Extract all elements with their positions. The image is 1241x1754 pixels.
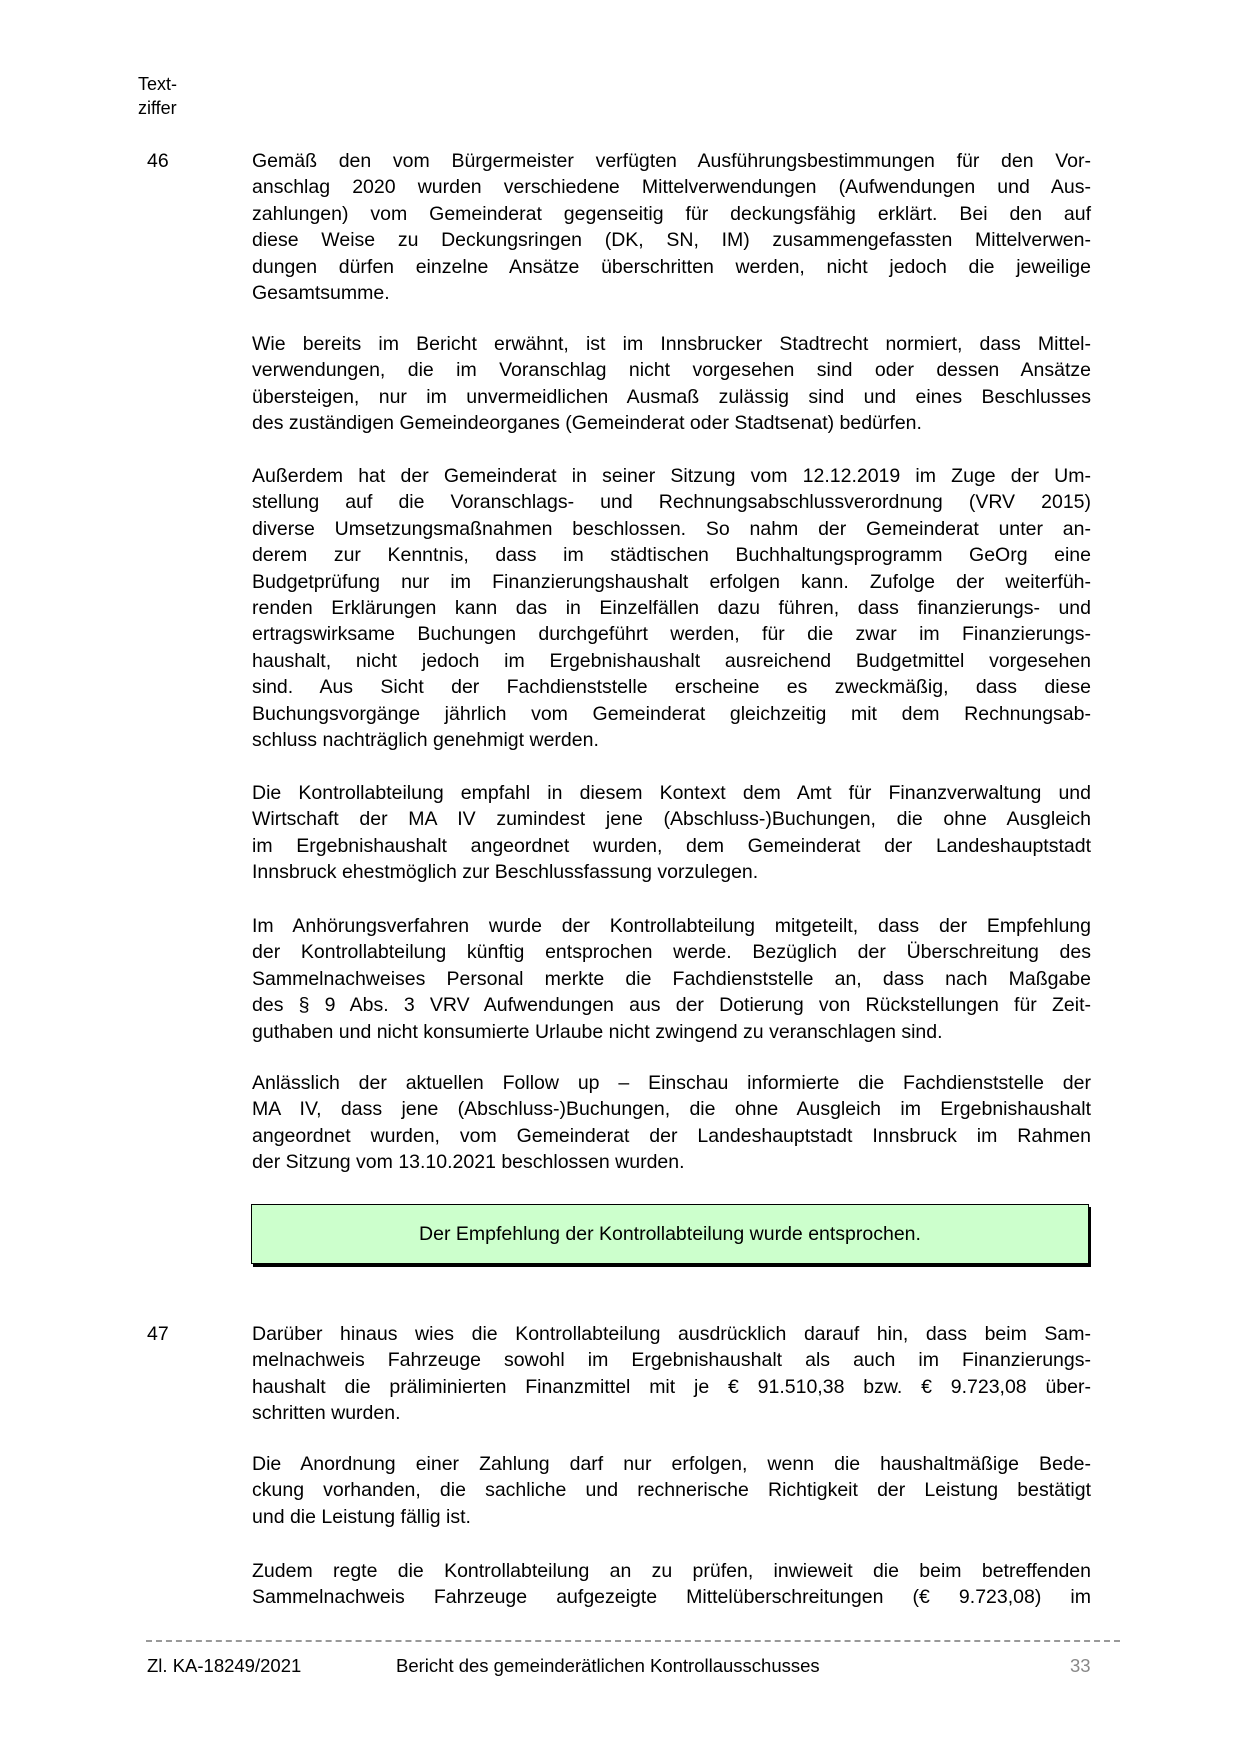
text-line: Wie bereits im Bericht erwähnt, ist im Innsbrucker Stadtrecht normiert, dass Mittel- <box>252 333 1091 355</box>
paragraph <box>252 1070 1091 1176</box>
text-line: Im Anhörungsverfahren wurde der Kontrollabteilung mitgeteilt, dass der Empfehlung <box>252 915 1091 937</box>
text-line: Darüber hinaus wies die Kontrollabteilung ausdrücklich darauf hin, dass beim Sam- <box>252 1323 1091 1345</box>
text-line: sind. Aus Sicht der Fachdienststelle erscheine es zweckmäßig, dass diese <box>252 676 1091 699</box>
text-line: übersteigen, nur im unvermeidlichen Ausmaß zulässig sind und eines Beschlusses <box>252 385 1091 408</box>
header-line: ziffer <box>138 98 177 118</box>
section-number: 46 <box>147 150 169 172</box>
text-line: des § 9 Abs. 3 VRV Aufwendungen aus der Dotierung von Rückstellungen für Zeit- <box>252 994 1091 1017</box>
text-line: Budgetprüfung nur im Finanzierungshaushalt erfolgen kann. Zufolge der weiterfüh- <box>252 570 1091 593</box>
text-line: derem zur Kenntnis, dass im städtischen Buchhaltungsprogramm GeOrg eine <box>252 544 1091 567</box>
text-line: und die Leistung fällig ist. <box>252 1505 471 1528</box>
text-line: guthaben und nicht konsumierte Urlaube nicht zwingend zu veranschlagen sind. <box>252 1020 943 1043</box>
paragraph <box>252 331 1091 437</box>
text-line: Sammelnachweises Personal merkte die Fachdienststelle an, dass nach Maßgabe <box>252 967 1091 990</box>
text-line: renden Erklärungen kann das in Einzelfällen dazu führen, dass finanzierungs- und <box>252 597 1091 620</box>
text-line: Sammelnachweis Fahrzeuge aufgezeigte Mittelüberschreitungen (€ 9.723,08) im <box>252 1586 1091 1609</box>
text-line: haushalt die präliminierten Finanzmittel mit je € 91.510,38 bzw. € 9.723,08 über- <box>252 1375 1091 1398</box>
text-line: Gesamtsumme. <box>252 282 390 305</box>
text-line: Außerdem hat der Gemeinderat in seiner Sitzung vom 12.12.2019 im Zuge der Um- <box>252 465 1091 487</box>
paragraph <box>252 1451 1091 1530</box>
text-line: im Ergebnishaushalt angeordnet wurden, dem Gemeinderat der Landeshauptstadt <box>252 834 1091 857</box>
text-line: Buchungsvorgänge jährlich vom Gemeinderat gleichzeitig mit dem Rechnungsab- <box>252 702 1091 725</box>
result-text: Der Empfehlung der Kontrollabteilung wurde entsprochen. <box>419 1222 921 1245</box>
text-line: des zuständigen Gemeindeorganes (Gemeinderat oder Stadtsenat) bedürfen. <box>252 412 922 435</box>
text-line: ertragswirksame Buchungen durchgeführt werden, für die zwar im Finanzierungs- <box>252 623 1091 646</box>
text-line: dungen dürfen einzelne Ansätze überschritten werden, nicht jedoch die jeweilige <box>252 255 1091 278</box>
text-line: anschlag 2020 wurden verschiedene Mittelverwendungen (Aufwendungen und Aus- <box>252 176 1091 199</box>
paragraph <box>252 1558 1091 1611</box>
text-line: Zudem regte die Kontrollabteilung an zu prüfen, inwieweit die beim betreffenden <box>252 1560 1091 1582</box>
text-line: verwendungen, die im Voranschlag nicht vorgesehen sind oder dessen Ansätze <box>252 359 1091 382</box>
text-line: haushalt, nicht jedoch im Ergebnishaushalt ausreichend Budgetmittel vorgesehen <box>252 649 1091 672</box>
page-number: 33 <box>1070 1655 1091 1676</box>
text-line: Wirtschaft der MA IV zumindest jene (Abschluss-)Buchungen, die ohne Ausgleich <box>252 808 1091 831</box>
text-line: schritten wurden. <box>252 1402 401 1425</box>
text-line: melnachweis Fahrzeuge sowohl im Ergebnishaushalt als auch im Finanzierungs- <box>252 1349 1091 1372</box>
text-line: ckung vorhanden, die sachliche und rechnerische Richtigkeit der Leistung bestätigt <box>252 1479 1091 1502</box>
header-line: Text- <box>138 74 178 94</box>
text-line: Gemäß den vom Bürgermeister verfügten Ausführungsbestimmungen für den Vor- <box>252 150 1091 172</box>
text-line: Die Kontrollabteilung empfahl in diesem Kontext dem Amt für Finanzverwaltung und <box>252 782 1091 804</box>
text-line: der Sitzung vom 13.10.2021 beschlossen wurden. <box>252 1151 685 1174</box>
text-line: Anlässlich der aktuellen Follow up – Einschau informierte die Fachdienststelle der <box>252 1072 1091 1094</box>
column-header-textziffer <box>138 72 177 120</box>
text-line: stellung auf die Voranschlags- und Rechnungsabschlussverordnung (VRV 2015) <box>252 491 1091 514</box>
text-line: angeordnet wurden, vom Gemeinderat der Landeshauptstadt Innsbruck im Rahmen <box>252 1124 1091 1147</box>
footer-reference: Zl. KA-18249/2021 <box>147 1655 302 1676</box>
text-line: Innsbruck ehestmöglich zur Beschlussfassung vorzulegen. <box>252 861 759 884</box>
paragraph <box>252 1321 1091 1427</box>
footer-divider <box>146 1640 1120 1642</box>
paragraph <box>252 148 1091 306</box>
text-line: diese Weise zu Deckungsringen (DK, SN, IM) zusammengefassten Mittelverwen- <box>252 229 1091 252</box>
footer-title: Bericht des gemeinderätlichen Kontrollausschusses <box>396 1655 820 1676</box>
text-line: Die Anordnung einer Zahlung darf nur erfolgen, wenn die haushaltmäßige Bede- <box>252 1453 1091 1475</box>
text-line: der Kontrollabteilung künftig entsprochen werde. Bezüglich der Überschreitung des <box>252 941 1091 964</box>
paragraph <box>252 913 1091 1045</box>
paragraph <box>252 463 1091 753</box>
result-box <box>251 1204 1089 1264</box>
text-line: diverse Umsetzungsmaßnahmen beschlossen. So nahm der Gemeinderat unter an- <box>252 517 1091 540</box>
section-number: 47 <box>147 1323 169 1345</box>
text-line: MA IV, dass jene (Abschluss-)Buchungen, die ohne Ausgleich im Ergebnishaushalt <box>252 1098 1091 1121</box>
paragraph <box>252 780 1091 886</box>
text-line: zahlungen) vom Gemeinderat gegenseitig für deckungsfähig erklärt. Bei den auf <box>252 202 1091 225</box>
text-line: schluss nachträglich genehmigt werden. <box>252 729 599 752</box>
